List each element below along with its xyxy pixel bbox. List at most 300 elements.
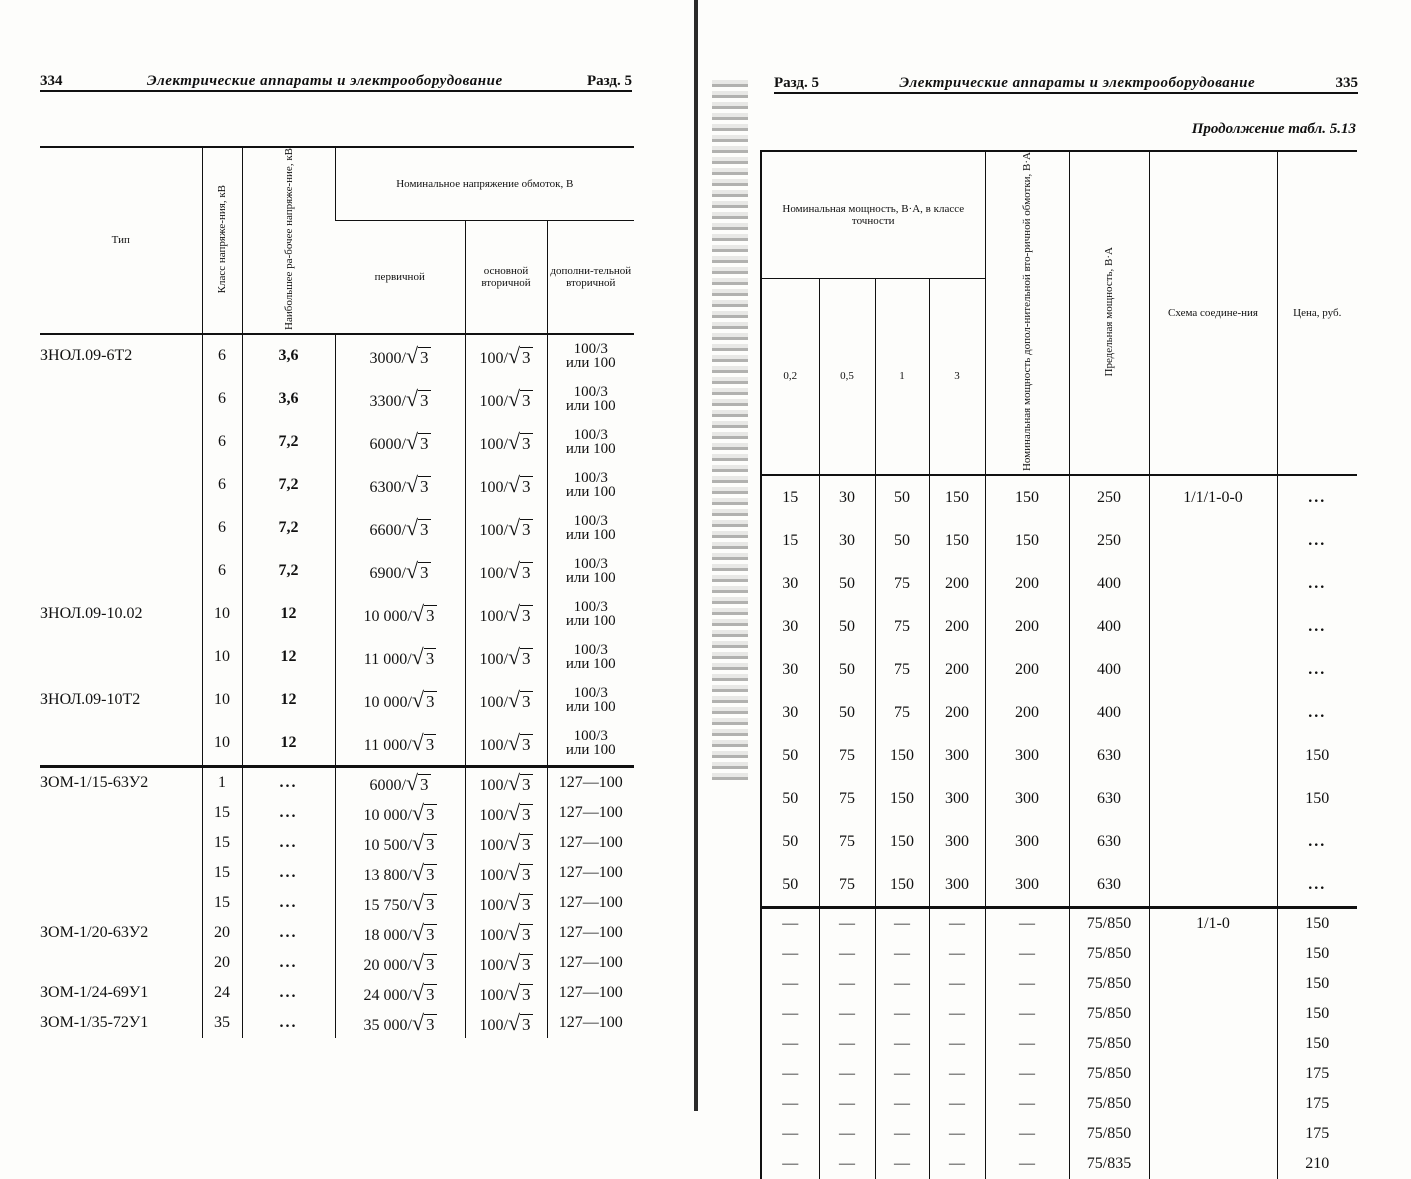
secondary-voltage-cell: 100/√ 3	[465, 828, 547, 858]
primary-voltage-cell: 18 000/√ 3	[335, 918, 465, 948]
limit-power-cell: 75/850	[1069, 939, 1149, 969]
add-power-cell: —	[985, 908, 1069, 940]
table-row	[761, 1149, 1357, 1179]
max-voltage-cell: 12	[242, 679, 335, 722]
primary-voltage-cell: 10 000/√ 3	[335, 593, 465, 636]
scheme-cell	[1149, 863, 1277, 908]
add-secondary-cell: 100/3 или 100	[547, 593, 634, 636]
add-secondary-cell: 127—100	[547, 1008, 634, 1038]
power-0-5-cell: 30	[819, 475, 875, 519]
primary-voltage-cell: 35 000/√ 3	[335, 1008, 465, 1038]
price-cell: ...	[1277, 863, 1357, 908]
voltage-class-cell: 6	[202, 464, 242, 507]
power-0-5-cell: 30	[819, 519, 875, 562]
header-add-secondary: дополни-тельной вторичной	[547, 221, 634, 334]
sqrt-sign: √	[507, 889, 521, 915]
scheme-cell	[1149, 1029, 1277, 1059]
price-cell: ...	[1277, 475, 1357, 519]
price-cell: 175	[1277, 1119, 1357, 1149]
table-row	[40, 858, 634, 888]
primary-voltage-cell: 20 000/√ 3	[335, 948, 465, 978]
scheme-cell	[1149, 939, 1277, 969]
power-0-2-cell: 30	[761, 648, 819, 691]
price-cell: 150	[1277, 908, 1357, 940]
power-3-cell: —	[929, 1089, 985, 1119]
max-voltage-cell: 3,6	[242, 378, 335, 421]
type-cell	[40, 858, 202, 888]
sqrt-sign: √	[411, 859, 425, 885]
scheme-cell	[1149, 999, 1277, 1029]
table-row	[761, 820, 1357, 863]
limit-power-cell: 400	[1069, 605, 1149, 648]
scheme-cell	[1149, 820, 1277, 863]
secondary-voltage-cell: 100/√ 3	[465, 550, 547, 593]
table-row	[761, 1089, 1357, 1119]
type-cell	[40, 722, 202, 767]
secondary-voltage-cell: 100/√ 3	[465, 888, 547, 918]
voltage-class-cell: 10	[202, 722, 242, 767]
add-power-cell: —	[985, 1059, 1069, 1089]
primary-voltage-cell: 3000/√ 3	[335, 334, 465, 378]
table-row	[761, 969, 1357, 999]
table-row	[40, 888, 634, 918]
type-cell: ЗНОЛ.09-10Т2	[40, 691, 141, 709]
voltage-class-cell: 35	[202, 1008, 242, 1038]
power-0-2-cell: —	[761, 1089, 819, 1119]
voltage-class-cell: 20	[202, 918, 242, 948]
primary-voltage-cell: 13 800/√ 3	[335, 858, 465, 888]
power-0-2-cell: —	[761, 969, 819, 999]
add-power-cell: 200	[985, 562, 1069, 605]
type-cell	[40, 948, 202, 978]
power-0-5-cell: —	[819, 1029, 875, 1059]
table-row	[40, 798, 634, 828]
table-row	[761, 1029, 1357, 1059]
sqrt-sign: √	[411, 687, 425, 713]
table-row	[761, 734, 1357, 777]
add-secondary-cell: 100/3 или 100	[547, 464, 634, 507]
scheme-cell	[1149, 1149, 1277, 1179]
sqrt-sign: √	[411, 979, 425, 1005]
table-row	[761, 519, 1357, 562]
price-cell: 150	[1277, 1029, 1357, 1059]
power-1-cell: —	[875, 908, 929, 940]
add-power-cell: 150	[985, 475, 1069, 519]
power-3-cell: 300	[929, 777, 985, 820]
secondary-voltage-cell: 100/√ 3	[465, 679, 547, 722]
secondary-voltage-cell: 100/√ 3	[465, 722, 547, 767]
power-1-cell: —	[875, 999, 929, 1029]
table-row	[40, 679, 634, 722]
power-0-5-cell: 75	[819, 820, 875, 863]
power-3-cell: 150	[929, 475, 985, 519]
add-secondary-cell: 127—100	[547, 798, 634, 828]
power-1-cell: 150	[875, 777, 929, 820]
left-running-head	[40, 64, 632, 92]
limit-power-cell: 75/835	[1069, 1149, 1149, 1179]
add-secondary-cell: 127—100	[547, 978, 634, 1008]
power-3-cell: —	[929, 908, 985, 940]
table-row	[761, 863, 1357, 908]
add-power-cell: 200	[985, 691, 1069, 734]
power-3-cell: —	[929, 1059, 985, 1089]
add-power-cell: 300	[985, 820, 1069, 863]
price-cell: ...	[1277, 820, 1357, 863]
scheme-cell	[1149, 648, 1277, 691]
power-0-5-cell: —	[819, 999, 875, 1029]
voltage-class-cell: 6	[202, 334, 242, 378]
table-row	[761, 562, 1357, 605]
type-cell: ЗОМ-1/35-72У1	[40, 1013, 149, 1031]
add-secondary-cell: 100/3 или 100	[547, 378, 634, 421]
add-power-cell: 300	[985, 777, 1069, 820]
left-page-number: 334	[40, 73, 63, 89]
add-secondary-cell: 127—100	[547, 948, 634, 978]
primary-voltage-cell: 6600/√ 3	[335, 507, 465, 550]
voltage-class-cell: 1	[202, 766, 242, 798]
sqrt-sign: √	[507, 515, 521, 541]
table-row	[761, 648, 1357, 691]
power-0-2-cell: 50	[761, 777, 819, 820]
add-secondary-cell: 100/3 или 100	[547, 334, 634, 378]
power-0-5-cell: 50	[819, 648, 875, 691]
add-secondary-cell: 127—100	[547, 766, 634, 798]
table-row	[761, 605, 1357, 648]
power-1-cell: —	[875, 969, 929, 999]
secondary-voltage-cell: 100/√ 3	[465, 593, 547, 636]
header-main-secondary: основной вторичной	[465, 221, 547, 334]
scheme-cell	[1149, 777, 1277, 820]
left-table	[40, 146, 634, 1038]
secondary-voltage-cell: 100/√ 3	[465, 918, 547, 948]
power-0-2-cell: —	[761, 1119, 819, 1149]
power-0-2-cell: —	[761, 1149, 819, 1179]
power-1-cell: 150	[875, 820, 929, 863]
price-cell: 150	[1277, 999, 1357, 1029]
power-0-2-cell: 50	[761, 734, 819, 777]
sqrt-sign: √	[507, 687, 521, 713]
max-voltage-cell: ...	[242, 978, 335, 1008]
sqrt-sign: √	[507, 949, 521, 975]
sqrt-sign: √	[507, 829, 521, 855]
table-row	[40, 378, 634, 421]
left-page	[0, 0, 700, 1111]
power-0-2-cell: —	[761, 1059, 819, 1089]
power-0-5-cell: —	[819, 969, 875, 999]
power-0-5-cell: 50	[819, 605, 875, 648]
type-cell	[40, 421, 202, 464]
power-0-5-cell: 50	[819, 562, 875, 605]
sqrt-sign: √	[507, 979, 521, 1005]
voltage-class-cell: 24	[202, 978, 242, 1008]
price-cell: 150	[1277, 734, 1357, 777]
max-voltage-cell: 12	[242, 593, 335, 636]
power-0-2-cell: 30	[761, 605, 819, 648]
header-type: Тип	[40, 147, 202, 334]
secondary-voltage-cell: 100/√ 3	[465, 948, 547, 978]
max-voltage-cell: ...	[242, 948, 335, 978]
header-scheme: Схема соедине-ния	[1149, 151, 1277, 475]
power-0-5-cell: —	[819, 1149, 875, 1179]
price-cell: 175	[1277, 1089, 1357, 1119]
add-power-cell: 200	[985, 605, 1069, 648]
header-class-0-2: 0,2	[761, 278, 819, 475]
price-cell: ...	[1277, 519, 1357, 562]
power-0-5-cell: 50	[819, 691, 875, 734]
sqrt-sign: √	[507, 644, 521, 670]
sqrt-sign: √	[411, 799, 425, 825]
power-3-cell: 200	[929, 562, 985, 605]
header-rated-voltage: Номинальное напряжение обмоток, В	[335, 147, 634, 221]
header-primary: первичной	[335, 221, 465, 334]
secondary-voltage-cell: 100/√ 3	[465, 464, 547, 507]
add-secondary-cell: 127—100	[547, 918, 634, 948]
scheme-cell: 1/1/1-0-0	[1149, 475, 1277, 519]
price-cell: 175	[1277, 1059, 1357, 1089]
limit-power-cell: 630	[1069, 820, 1149, 863]
power-1-cell: 50	[875, 519, 929, 562]
limit-power-cell: 250	[1069, 519, 1149, 562]
type-cell	[40, 507, 202, 550]
scheme-cell	[1149, 519, 1277, 562]
table-row	[40, 593, 634, 636]
sqrt-sign: √	[507, 730, 521, 756]
table-row	[761, 475, 1357, 519]
add-secondary-cell: 100/3 или 100	[547, 507, 634, 550]
power-0-2-cell: 50	[761, 820, 819, 863]
power-3-cell: 300	[929, 863, 985, 908]
sqrt-sign: √	[411, 889, 425, 915]
primary-voltage-cell: 11 000/√ 3	[335, 636, 465, 679]
price-cell: 150	[1277, 939, 1357, 969]
add-power-cell: —	[985, 1029, 1069, 1059]
type-cell	[40, 888, 202, 918]
price-cell: ...	[1277, 605, 1357, 648]
table-row	[761, 1059, 1357, 1089]
add-secondary-cell: 100/3 или 100	[547, 722, 634, 767]
price-cell: 150	[1277, 777, 1357, 820]
secondary-voltage-cell: 100/√ 3	[465, 421, 547, 464]
sqrt-sign: √	[507, 343, 521, 369]
header-voltage-class: Класс напряже-ния, кВ	[202, 147, 242, 334]
secondary-voltage-cell: 100/√ 3	[465, 636, 547, 679]
max-voltage-cell: 7,2	[242, 464, 335, 507]
add-secondary-cell: 127—100	[547, 858, 634, 888]
power-0-2-cell: 30	[761, 691, 819, 734]
add-power-cell: 200	[985, 648, 1069, 691]
scheme-cell	[1149, 691, 1277, 734]
type-cell: ЗНОЛ.09-10.02	[40, 605, 143, 623]
max-voltage-cell: ...	[242, 798, 335, 828]
type-cell	[40, 550, 202, 593]
sqrt-sign: √	[411, 829, 425, 855]
table-row	[40, 334, 634, 378]
power-3-cell: —	[929, 1119, 985, 1149]
primary-voltage-cell: 11 000/√ 3	[335, 722, 465, 767]
sqrt-sign: √	[507, 1009, 521, 1035]
limit-power-cell: 400	[1069, 648, 1149, 691]
max-voltage-cell: 3,6	[242, 334, 335, 378]
header-class-3: 3	[929, 278, 985, 475]
max-voltage-cell: ...	[242, 828, 335, 858]
max-voltage-cell: 12	[242, 636, 335, 679]
secondary-voltage-cell: 100/√ 3	[465, 798, 547, 828]
sqrt-sign: √	[411, 1009, 425, 1035]
secondary-voltage-cell: 100/√ 3	[465, 978, 547, 1008]
power-0-2-cell: 50	[761, 863, 819, 908]
scheme-cell	[1149, 1059, 1277, 1089]
limit-power-cell: 75/850	[1069, 1119, 1149, 1149]
power-0-2-cell: —	[761, 908, 819, 940]
power-0-2-cell: —	[761, 1029, 819, 1059]
limit-power-cell: 75/850	[1069, 908, 1149, 940]
table-row	[40, 766, 634, 798]
price-cell: 150	[1277, 969, 1357, 999]
sqrt-sign: √	[411, 601, 425, 627]
power-3-cell: —	[929, 939, 985, 969]
limit-power-cell: 400	[1069, 691, 1149, 734]
left-section-label: Разд. 5	[586, 73, 632, 89]
table-row	[761, 939, 1357, 969]
power-3-cell: 200	[929, 648, 985, 691]
add-power-cell: —	[985, 1119, 1069, 1149]
sqrt-sign: √	[405, 343, 419, 369]
power-1-cell: 150	[875, 863, 929, 908]
sqrt-sign: √	[405, 558, 419, 584]
primary-voltage-cell: 6300/√ 3	[335, 464, 465, 507]
power-3-cell: 200	[929, 691, 985, 734]
secondary-voltage-cell: 100/√ 3	[465, 1008, 547, 1038]
scheme-cell: 1/1-0	[1149, 908, 1277, 940]
scheme-cell	[1149, 969, 1277, 999]
secondary-voltage-cell: 100/√ 3	[465, 858, 547, 888]
power-0-5-cell: 75	[819, 734, 875, 777]
limit-power-cell: 400	[1069, 562, 1149, 605]
type-cell: ЗНОЛ.09-6Т2	[40, 347, 133, 365]
power-3-cell: 150	[929, 519, 985, 562]
add-secondary-cell: 100/3 или 100	[547, 636, 634, 679]
add-secondary-cell: 127—100	[547, 888, 634, 918]
right-page-number: 335	[1335, 75, 1358, 91]
table-row	[40, 507, 634, 550]
type-cell: ЗОМ-1/15-63У2	[40, 766, 202, 798]
right-table	[760, 150, 1357, 1179]
scheme-cell	[1149, 1089, 1277, 1119]
type-cell	[40, 636, 202, 679]
power-3-cell: 300	[929, 734, 985, 777]
limit-power-cell: 75/850	[1069, 1059, 1149, 1089]
primary-voltage-cell: 6900/√ 3	[335, 550, 465, 593]
sqrt-sign: √	[411, 919, 425, 945]
table-row	[40, 1008, 634, 1038]
voltage-class-cell: 15	[202, 828, 242, 858]
table-row	[40, 948, 634, 978]
add-secondary-cell: 100/3 или 100	[547, 421, 634, 464]
voltage-class-cell: 6	[202, 421, 242, 464]
add-secondary-cell: 100/3 или 100	[547, 679, 634, 722]
table-row	[40, 550, 634, 593]
primary-voltage-cell: 10 000/√ 3	[335, 798, 465, 828]
sqrt-sign: √	[411, 644, 424, 670]
add-power-cell: —	[985, 969, 1069, 999]
power-1-cell: —	[875, 1029, 929, 1059]
primary-voltage-cell: 10 500/√ 3	[335, 828, 465, 858]
power-3-cell: —	[929, 969, 985, 999]
primary-voltage-cell: 3300/√ 3	[335, 378, 465, 421]
power-0-5-cell: —	[819, 1089, 875, 1119]
power-3-cell: 300	[929, 820, 985, 863]
table-row	[761, 999, 1357, 1029]
max-voltage-cell: 7,2	[242, 550, 335, 593]
price-cell: ...	[1277, 691, 1357, 734]
add-power-cell: 300	[985, 734, 1069, 777]
primary-voltage-cell: 6000/√ 3	[335, 421, 465, 464]
voltage-class-cell: 15	[202, 798, 242, 828]
type-cell	[40, 464, 202, 507]
power-0-2-cell: 15	[761, 519, 819, 562]
type-cell: ЗОМ-1/24-69У1	[40, 983, 149, 1001]
scheme-cell	[1149, 1119, 1277, 1149]
limit-power-cell: 630	[1069, 863, 1149, 908]
scheme-cell	[1149, 734, 1277, 777]
left-running-title: Электрические аппараты и электрооборудование	[146, 73, 503, 89]
sqrt-sign: √	[411, 730, 424, 756]
max-voltage-cell: ...	[242, 918, 335, 948]
power-0-2-cell: 15	[761, 475, 819, 519]
table-row	[761, 777, 1357, 820]
table-row	[40, 636, 634, 679]
header-add-power: Номинальная мощность допол-нительной вто-ричной обмотки, В·А	[985, 151, 1069, 475]
voltage-class-cell: 10	[202, 679, 242, 722]
add-secondary-cell: 127—100	[547, 828, 634, 858]
max-voltage-cell: 12	[242, 722, 335, 767]
header-max-voltage: Наибольшее ра-бочее напряже-ние, кВ	[242, 147, 335, 334]
add-power-cell: —	[985, 939, 1069, 969]
power-0-2-cell: 30	[761, 562, 819, 605]
table-row	[40, 421, 634, 464]
power-1-cell: —	[875, 1119, 929, 1149]
table-row	[761, 1119, 1357, 1149]
right-running-head	[774, 66, 1358, 94]
type-cell	[40, 798, 202, 828]
header-class-0-5: 0,5	[819, 278, 875, 475]
sqrt-sign: √	[507, 472, 521, 498]
sqrt-sign: √	[507, 429, 521, 455]
power-3-cell: —	[929, 1029, 985, 1059]
power-1-cell: 150	[875, 734, 929, 777]
type-cell: ЗОМ-1/20-63У2	[40, 923, 149, 941]
add-power-cell: —	[985, 1089, 1069, 1119]
power-1-cell: —	[875, 939, 929, 969]
sqrt-sign: √	[405, 429, 419, 455]
add-power-cell: 300	[985, 863, 1069, 908]
power-3-cell: 200	[929, 605, 985, 648]
power-3-cell: —	[929, 999, 985, 1029]
sqrt-sign: √	[507, 601, 521, 627]
voltage-class-cell: 15	[202, 858, 242, 888]
sqrt-sign: √	[405, 386, 419, 412]
secondary-voltage-cell: 100/√ 3	[465, 766, 547, 798]
power-1-cell: 75	[875, 562, 929, 605]
price-cell: ...	[1277, 562, 1357, 605]
sqrt-sign: √	[507, 386, 521, 412]
power-3-cell: —	[929, 1149, 985, 1179]
table-row	[40, 722, 634, 767]
table-row	[40, 918, 634, 948]
right-running-title: Электрические аппараты и электрооборудование	[899, 75, 1256, 91]
max-voltage-cell: ...	[242, 858, 335, 888]
power-1-cell: —	[875, 1089, 929, 1119]
